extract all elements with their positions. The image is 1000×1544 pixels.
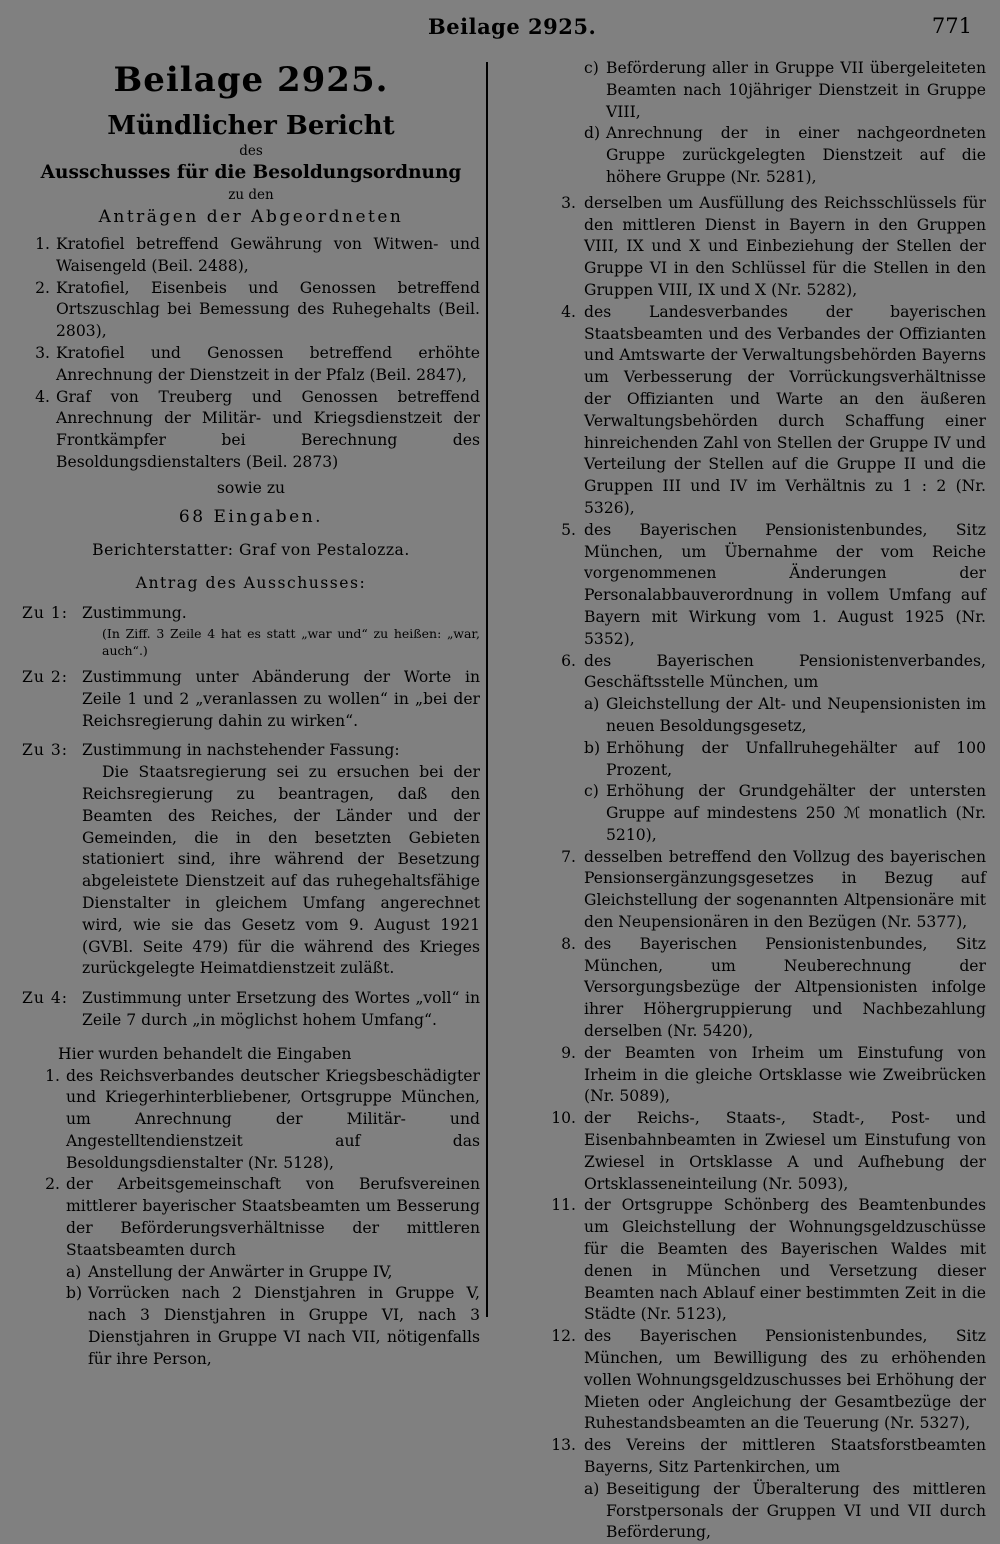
list-item: 5. des Bayerischen Pensionistenbundes, Sitz München, um Übernahme der vom Reiche vorgenommenen Änderungen der Personalabbauverordnung in vollem Umfang auf Bayern mit Wirkung vom 1. August 1925 (Nr. 5352),	[561, 520, 986, 648]
left-column	[22, 58, 480, 1371]
list-item: 7. desselben betreffend den Vollzug des bayerischen Pensionsergänzungsgesetzes in Bezug auf Gleichstellung der sogenannten Altpensionäre mit den Neupensionären in den Bezügen (Nr. 5377),	[561, 847, 986, 932]
list-item: 4. des Landesverbandes der bayerischen Staatsbeamten und des Verbandes der Offizianten und Amtswarte der Verwaltungsbehörden Bayerns um Verbesserung der Vorrückungsverhältnisse der Offizianten und Warte an den äußeren Verwaltungsbehörden durch Schaffung einer hinreichenden Zahl von Stellen der Gruppe IV und Verteilung der Stellen auf die Gruppe II und die Gruppen III und IV im Verhältnis zu 1 : 2 (Nr. 5326),	[561, 302, 986, 517]
antrag-heading: Antrag des Ausschusses:	[135, 574, 367, 593]
list-item: 3. Kratofiel und Genossen betreffend erhöhte Anrechnung der Dienstzeit in der Pfalz (Beil. 2847),	[35, 343, 480, 384]
sub-list	[32, 1262, 480, 1371]
list-item: 2. Kratofiel, Eisenbeis und Genossen betreffend Ortszuschlag bei Bemessung des Ruhegehalts (Beil. 2803),	[35, 278, 480, 341]
beilage-heading: Beilage 2925.	[113, 60, 389, 100]
sub-item: a) Anstellung der Anwärter in Gruppe IV,	[66, 1262, 393, 1281]
list-item: 1. Kratofiel betreffend Gewährung von Witwen- und Waisengeld (Beil. 2488),	[35, 235, 480, 275]
list-item: 4. Graf von Treuberg und Genossen betreffend Anrechnung der Militär- und Kriegsdienstzeit der Frontkämpfer bei Berechnung des Besoldungsdienstalters (Beil. 2873)	[35, 387, 480, 471]
right-column	[551, 58, 986, 1544]
committee-name: Ausschusses für die Besoldungsordnung	[40, 162, 462, 183]
eingaben-count: 68 Eingaben.	[178, 506, 324, 527]
sub-item: c) Beförderung aller in Gruppe VII übergeleiteten Beamten nach 10jähriger Dienstzeit in Gruppe VIII,	[584, 59, 986, 121]
report-title: Mündlicher Bericht	[107, 111, 395, 141]
sub-item: b) Vorrücken nach 2 Dienstjahren in Gruppe V, nach 3 Dienstjahren in Gruppe VI, nach 3 Dienstjahren in Gruppe VI nach VII, nötigenfalls für ihre Person,	[66, 1284, 480, 1368]
sub-list	[556, 1479, 986, 1544]
list-item: 12. des Bayerischen Pensionistenbundes, Sitz München, um Bewilligung des zu erhöhenden vollen Wohnungsgeldzuschusses bei Erhöhung der Mieten oder Angleichung der Gesamtbezüge der Ruhestandsbeamten an die Teuerung (Nr. 5327),	[551, 1327, 986, 1433]
list-item: 1. des Reichsverbandes deutscher Kriegsbeschädigter und Kriegerhinterbliebener, Ortsgruppe München, um Anrechnung der Militär- und Angestelltendienstzeit auf das Besoldungsdienstalter (Nr. 5128),	[45, 1066, 480, 1172]
zu-1-note-wrap	[22, 625, 480, 659]
berichterstatter: Berichterstatter: Graf von Pestalozza.	[92, 540, 410, 559]
zu-3: Zu 3: Zustimmung in nachstehender Fassung:	[22, 741, 400, 760]
list-item: 10. der Reichs-, Staats-, Stadt-, Post- und Eisenbahnbeamten in Zwiesel um Einstufung von Zwiesel in Ortsklasse A und Aufhebung der Ortsklasseneinteilung (Nr. 5093),	[551, 1109, 986, 1193]
zu-1: Zu 1: Zustimmung.	[22, 604, 187, 623]
sub-item: a) Beseitigung der Überalterung des mittleren Forstpersonals der Gruppen VI und VII durch Beförderung,	[584, 1479, 986, 1542]
zu-2: Zu 2: Zustimmung unter Abänderung der Worte in Zeile 1 und 2 „veranlassen zu wollen“ in „bei der Reichsregierung dahin zu wirken“.	[22, 667, 480, 730]
running-head	[0, 10, 1000, 44]
list-item: 2. der Arbeitsgemeinschaft von Berufsvereinen mittlerer bayerischer Staatsbeamten um Besserung der Beförderungsverhältnisse der mittleren Staatsbeamten durch	[45, 1175, 480, 1259]
zu-den-label: zu den	[228, 187, 274, 203]
zu-3-body: Die Staatsregierung sei zu ersuchen bei der Reichsregierung zu beantragen, daß den Beamten des Reiches, der Länder und der Gemeinden, die in den besetzten Gebieten stationiert sind, ihre während der Besetzung abgeleistete Dienstzeit auf das ruhegehaltsfähige Dienstalter in gleichem Umfang angerechnet wird, wie sie das Gesetz vom 9. August 1921 (GVBl. Seite 479) für die während des Krieges zurückgelegte Heimatdienstzeit zuläßt.	[82, 763, 480, 978]
zu-4: Zu 4: Zustimmung unter Ersetzung des Wortes „voll“ in Zeile 7 durch „in möglichst hohem Umfang“.	[22, 989, 480, 1029]
sub-item: c) Erhöhung der Grundgehälter der untersten Gruppe auf mindestens 250 ℳ monatlich (Nr. 5210),	[584, 782, 986, 844]
sub-item: d) Anrechnung der in einer nachgeordneten Gruppe zurückgelegten Dienstzeit auf die höhere Gruppe (Nr. 5281),	[584, 124, 986, 186]
list-item: 9. der Beamten von Irheim um Einstufung von Irheim in die gleiche Ortsklasse wie Zweibrücken (Nr. 5089),	[561, 1043, 986, 1106]
sub-item: b) Erhöhung der Unfallruhegehälter auf 100 Prozent,	[584, 738, 986, 779]
sub-item: a) Gleichstellung der Alt- und Neupensionisten im neuen Besoldungsgesetz,	[584, 695, 986, 735]
hier-heading: Hier wurden behandelt die Eingaben	[58, 1044, 352, 1063]
list-item: 6. des Bayerischen Pensionistenverbandes, Geschäftsstelle München, um	[561, 651, 986, 692]
petitions-list	[22, 234, 480, 474]
eingaben-list	[22, 1066, 480, 1371]
list-item: 8. des Bayerischen Pensionistenbundes, Sitz München, um Neuberechnung der Versorgungsbezüge der Altpensionisten infolge ihrer Höhergruppierung und Nachbezahlung derselben (Nr. 5420),	[561, 934, 986, 1041]
column-divider	[486, 62, 488, 1317]
list-item: 11. der Ortsgruppe Schönberg des Beamtenbundes um Gleichstellung der Wohnungsgeldzuschüsse für die Beamten des Bayerischen Waldes mit denen in München und Versetzung dieser Beamten nach Ablauf einer bestimmten Zeit in die Städte (Nr. 5123),	[551, 1196, 986, 1324]
running-title: Beilage 2925.	[428, 14, 597, 39]
list-item: 3. derselben um Ausfüllung des Reichsschlüssels für den mittleren Dienst in Bayern in den Gruppen VIII, IX und X und Einbeziehung der Stellen der Gruppe VI in den Schlüssel für die Stellen in den Gruppen VIII, IX und X (Nr. 5282),	[561, 193, 986, 299]
des-label: des	[239, 143, 263, 159]
sowie-zu: sowie zu	[216, 478, 286, 497]
sub-list	[556, 694, 986, 847]
continued-sub-list	[556, 58, 986, 189]
list-item: 13. des Vereins der mittleren Staatsforstbeamten Bayerns, Sitz Partenkirchen, um	[551, 1436, 986, 1476]
page-number: 771	[931, 14, 972, 38]
antraege-heading: Anträgen der Abgeordneten	[98, 207, 404, 227]
zu-1-note: (In Ziff. 3 Zeile 4 hat es statt „war und“ zu heißen: „war, auch“.)	[102, 625, 480, 658]
